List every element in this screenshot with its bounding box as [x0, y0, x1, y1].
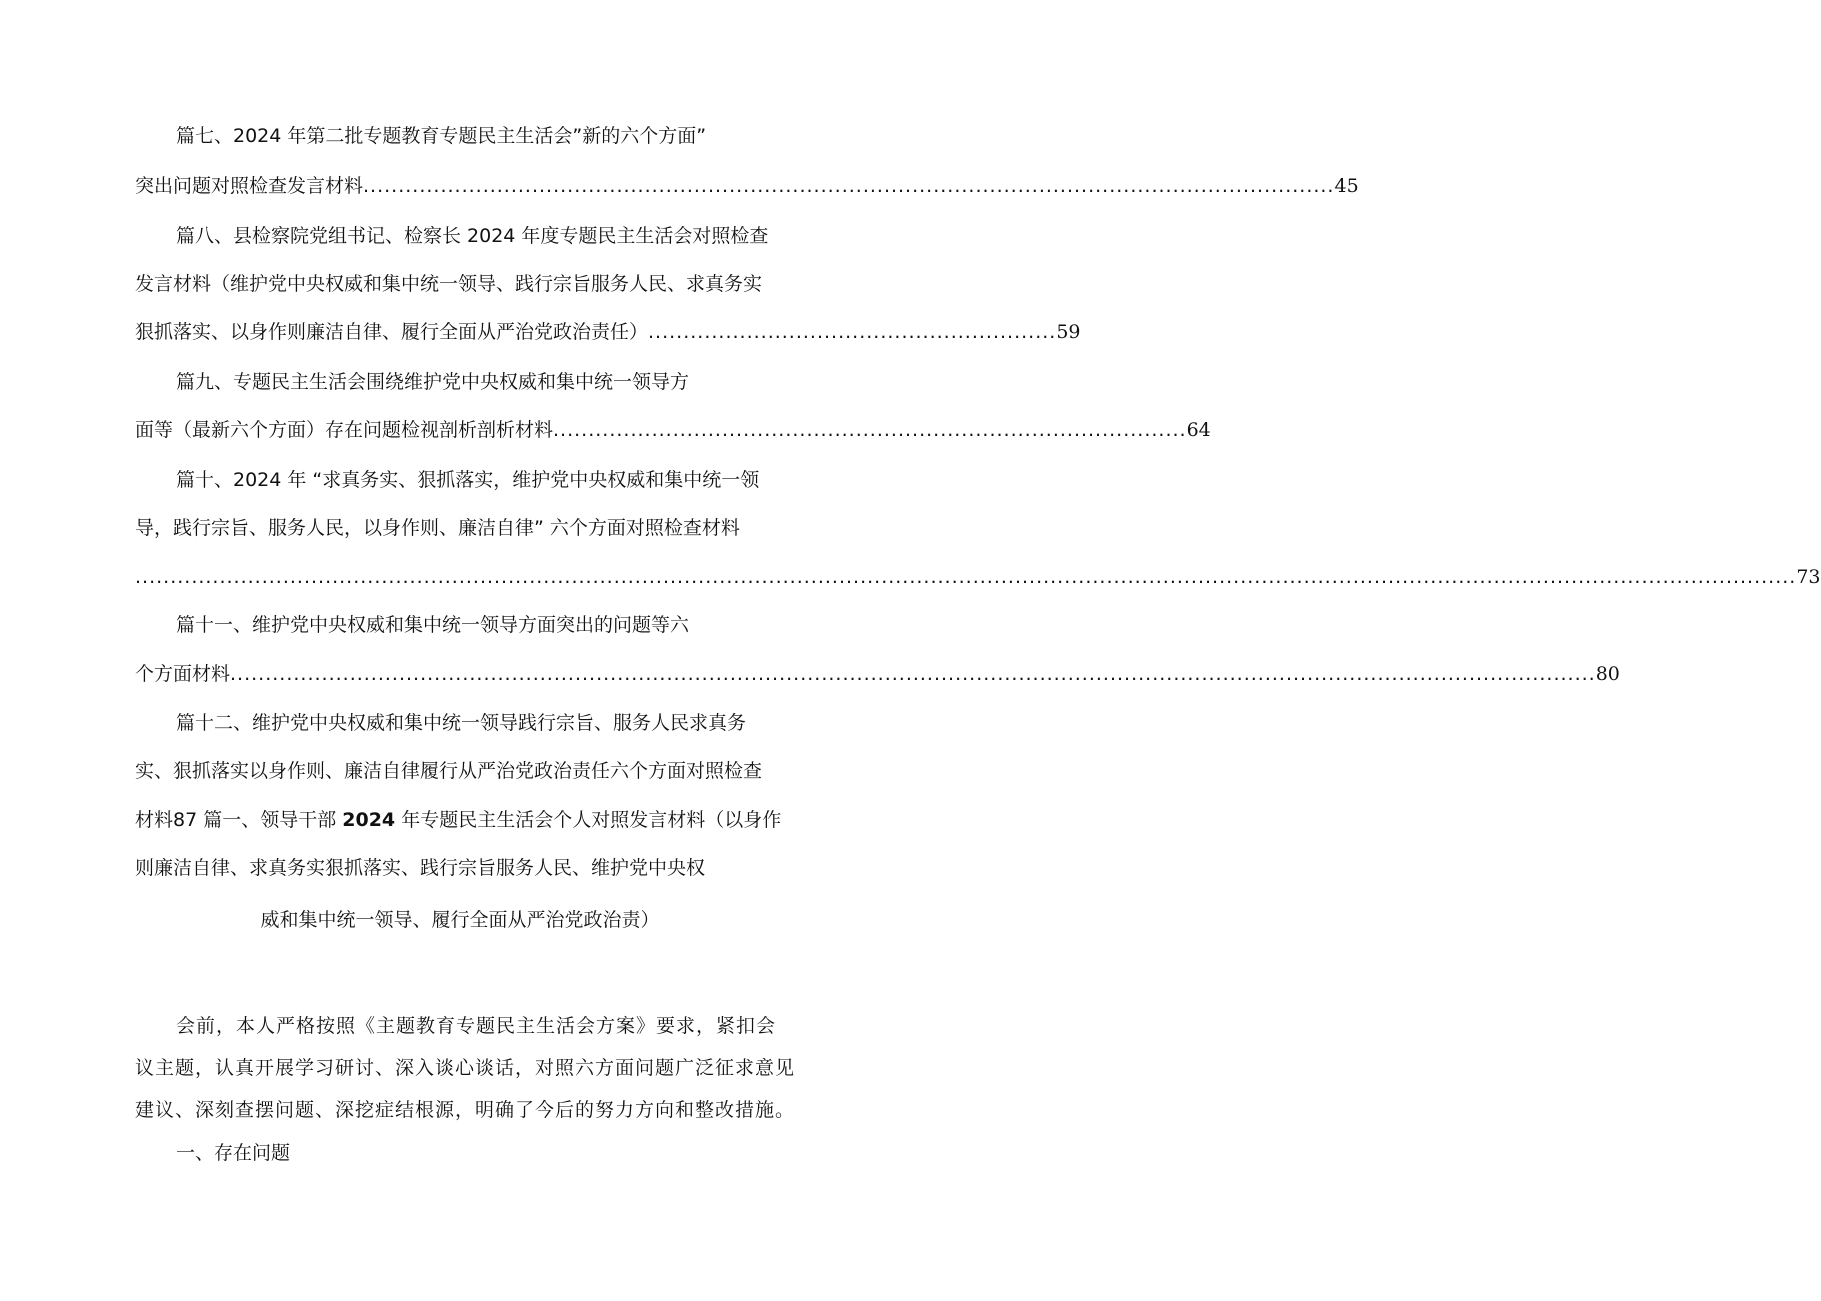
toc-item-9-page-number: 64 — [1186, 419, 1211, 441]
section-heading-1-text: 一、存在问题 — [176, 1142, 291, 1164]
toc-item-8-line-2 — [135, 270, 795, 298]
toc-item-8-text-3: 狠抓落实、以身作则廉洁自律、履行全面从严治党政治责任） — [135, 321, 649, 343]
toc-item-10-text-1: 篇十、2024 年 “求真务实、狠抓落实，维护党中央权威和集中统一领 — [176, 469, 760, 491]
body-para-1-text-3: 建议、深刻查摆问题、深挖症结根源，明确了今后的努力方向和整改措施。 — [135, 1099, 796, 1121]
body-para-1-text-1: 会前，本人严格按照《主题教育专题民主生活会方案》要求，紧扣会 — [176, 1015, 777, 1037]
toc-item-7-line-1 — [176, 122, 796, 150]
toc-item-11-text-2: 个方面材料 — [135, 663, 231, 685]
toc-leader-dots: .................................................................................................................................................................................................. — [230, 663, 1596, 685]
toc-item-12-text-3b: 年专题民主生活会个人对照发言材料（以身作 — [395, 809, 782, 831]
toc-leader-dots: .......................................................... — [648, 321, 1057, 343]
toc-item-11-text-1: 篇十一、维护党中央权威和集中统一领导方面突出的问题等六 — [176, 614, 690, 636]
body-para-1-text-2: 议主题，认真开展学习研讨、深入谈心谈话，对照六方面问题广泛征求意见 — [135, 1057, 796, 1079]
toc-item-12-text-3a: 材料87 篇一、领导干部 — [135, 809, 343, 831]
toc-item-12-line-2 — [135, 757, 795, 785]
toc-item-8-text-2: 发言材料（维护党中央权威和集中统一领导、践行宗旨服务人民、求真务实 — [135, 273, 763, 295]
toc-item-11-line-2[interactable] — [135, 660, 1620, 688]
toc-item-7-line-2[interactable] — [135, 172, 1359, 200]
toc-item-7-text-2: 突出问题对照检查发言材料 — [135, 175, 364, 197]
toc-item-9-text-2: 面等（最新六个方面）存在问题检视剖析剖析材料 — [135, 419, 554, 441]
toc-leader-dots: .......................................................................................................................................... — [363, 175, 1335, 197]
toc-item-10-line-1 — [176, 466, 796, 494]
toc-item-10-text-2: 导，践行宗旨、服务人民，以身作则、廉洁自律” 六个方面对照检查材料 — [135, 517, 740, 539]
toc-item-12-line-4 — [135, 854, 755, 882]
body-para-1-line-2 — [135, 1054, 795, 1082]
toc-item-12-line-1 — [176, 709, 796, 737]
toc-leader-dots: .......................................................................................... — [553, 419, 1187, 441]
toc-item-12-text-2: 实、狠抓落实以身作则、廉洁自律履行从严治党政治责任六个方面对照检查 — [135, 760, 763, 782]
toc-item-11-line-1 — [176, 611, 756, 639]
toc-item-7-page-number: 45 — [1334, 175, 1359, 197]
toc-item-11-page-number: 80 — [1595, 663, 1620, 685]
toc-item-12-text-5: 威和集中统一领导、履行全面从严治党政治责） — [260, 909, 660, 931]
toc-item-10-page-number: 73 — [1796, 566, 1821, 588]
toc-item-7-text-1: 篇七、2024 年第二批专题教育专题民主生活会”新的六个方面” — [176, 125, 707, 147]
toc-item-8-text-1: 篇八、县检察院党组书记、检察长 2024 年度专题民主生活会对照检查 — [176, 225, 769, 247]
toc-item-9-line-1 — [176, 368, 756, 396]
toc-item-12-text-1: 篇十二、维护党中央权威和集中统一领导践行宗旨、服务人民求真务 — [176, 712, 747, 734]
toc-item-8-line-3[interactable] — [135, 318, 1081, 346]
toc-item-12-line-3 — [135, 806, 795, 834]
toc-item-12-line-5 — [0, 906, 920, 934]
section-heading-1 — [176, 1139, 476, 1167]
toc-item-10-line-3[interactable] — [135, 563, 1821, 591]
toc-item-9-text-1: 篇九、专题民主生活会围绕维护党中央权威和集中统一领导方 — [176, 371, 690, 393]
body-para-1-line-1 — [176, 1012, 796, 1040]
toc-item-8-line-1 — [176, 222, 796, 250]
toc-leader-dots: ............................................................................................................................................................................................................................................ — [135, 566, 1797, 588]
toc-item-9-line-2[interactable] — [135, 416, 1211, 444]
toc-item-8-page-number: 59 — [1056, 321, 1081, 343]
toc-item-10-line-2 — [135, 514, 795, 542]
toc-item-12-text-3-bold: 2024 — [342, 809, 396, 831]
toc-item-12-text-4: 则廉洁自律、求真务实狠抓落实、践行宗旨服务人民、维护党中央权 — [135, 857, 706, 879]
body-para-1-line-3 — [135, 1096, 805, 1124]
